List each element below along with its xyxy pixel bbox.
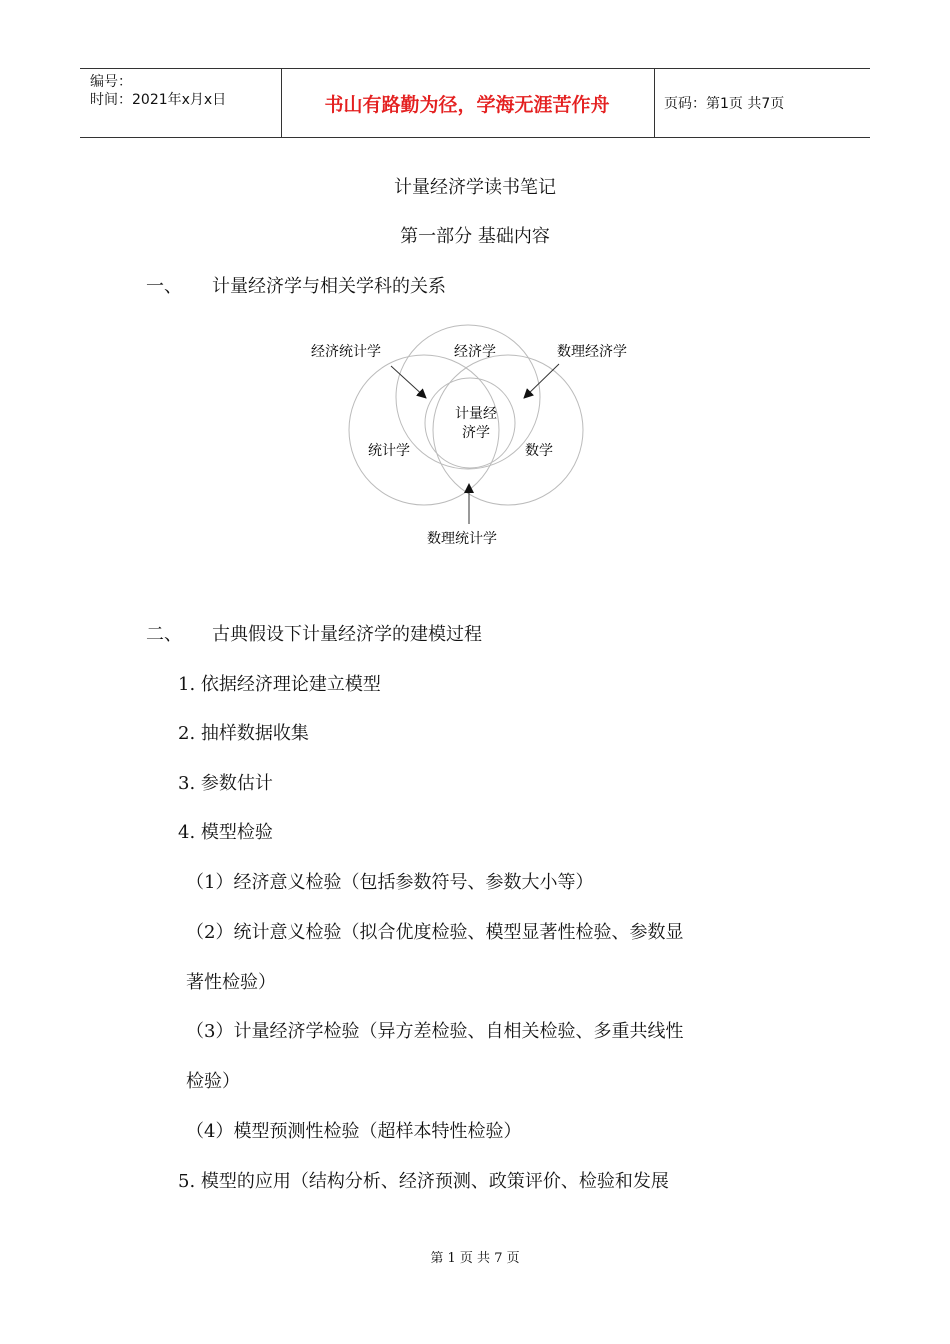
label-economics: 经济学 bbox=[454, 344, 496, 360]
math-circle bbox=[433, 355, 583, 505]
label-mathematical-economics: 数理经济学 bbox=[557, 344, 627, 360]
arrow-mathematical-economics bbox=[524, 364, 559, 398]
list-item: 1. 依据经济理论建立模型 bbox=[178, 674, 381, 695]
header-number-label: 编号： bbox=[90, 74, 132, 90]
list-item: 5. 模型的应用（结构分析、经济预测、政策评价、检验和发展 bbox=[178, 1171, 669, 1192]
venn-diagram bbox=[0, 0, 950, 600]
label-econometrics-line1: 计量经 bbox=[455, 406, 497, 422]
list-item: 3. 参数估计 bbox=[178, 773, 273, 794]
list-item: 2. 抽样数据收集 bbox=[178, 723, 309, 744]
document-title: 计量经济学读书笔记 bbox=[394, 177, 556, 198]
list-item: 4. 模型检验 bbox=[178, 822, 273, 843]
header-motto: 书山有路勤为径，学海无涯苦作舟 bbox=[324, 93, 610, 116]
header-time-label: 时间：2021年x月x日 bbox=[90, 92, 227, 108]
sub-list-item-continuation: 检验） bbox=[186, 1071, 240, 1092]
section-title: 古典假设下计量经济学的建模过程 bbox=[212, 624, 482, 645]
sub-list-item: （3）计量经济学检验（异方差检验、自相关检验、多重共线性 bbox=[186, 1021, 684, 1042]
part-title: 第一部分 基础内容 bbox=[400, 226, 550, 247]
label-mathematics: 数学 bbox=[525, 443, 553, 459]
sub-list-item: （4）模型预测性检验（超样本特性检验） bbox=[186, 1121, 522, 1142]
page-footer: 第 1 页 共 7 页 bbox=[430, 1251, 520, 1266]
label-mathematical-statistics: 数理统计学 bbox=[427, 531, 497, 547]
sub-list-item: （2）统计意义检验（拟合优度检验、模型显著性检验、参数显 bbox=[186, 922, 684, 943]
section-number: 一、 bbox=[146, 276, 182, 297]
section-number: 二、 bbox=[146, 624, 182, 645]
sub-list-item: （1）经济意义检验（包括参数符号、参数大小等） bbox=[186, 872, 594, 893]
label-economic-statistics: 经济统计学 bbox=[311, 344, 381, 360]
header-page-info: 页码：第1页 共7页 bbox=[664, 96, 785, 112]
econometrics-circle bbox=[425, 378, 515, 468]
label-econometrics-line2: 济学 bbox=[462, 425, 490, 441]
sub-list-item-continuation: 著性检验） bbox=[186, 972, 276, 993]
section-title: 计量经济学与相关学科的关系 bbox=[212, 276, 446, 297]
label-statistics: 统计学 bbox=[368, 443, 410, 459]
